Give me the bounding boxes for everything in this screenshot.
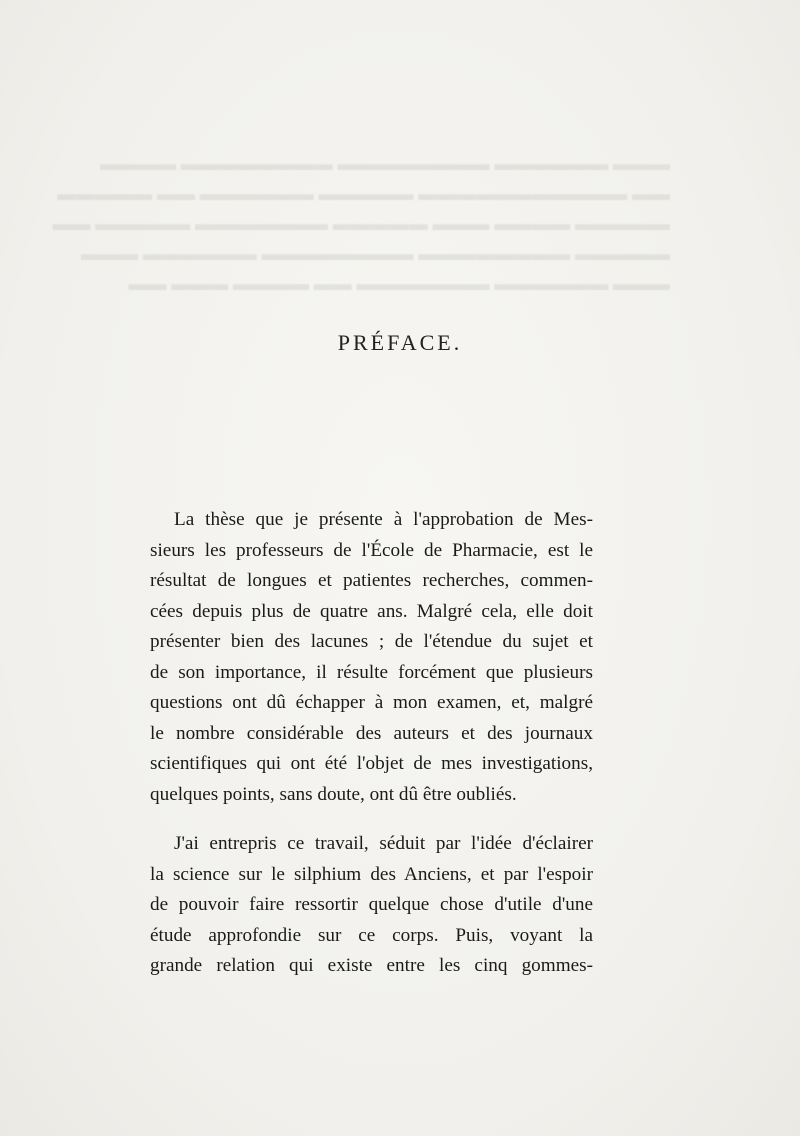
paragraph-2 (150, 829, 593, 982)
text-line: résultat de longues et patientes recherches, commen- (150, 570, 593, 591)
text-line: J'ai entrepris ce travail, séduit par l'idée d'éclairer (174, 833, 593, 854)
bleed-through-texture: ▬▬▬ ▬▬▬▬▬▬ ▬▬▬▬▬▬▬▬ ▬▬▬▬▬▬▬▬ ▬▬▬▬ ▬▬ ▬▬▬▬▬▬▬▬▬▬▬ ▬▬▬▬▬ ▬▬▬▬▬▬ ▬▬ ▬▬▬▬▬ ▬▬▬▬▬ ▬▬▬▬ ▬▬▬ ▬▬▬▬▬ ▬▬▬▬▬▬▬ ▬▬▬▬▬ ▬▬ ▬▬▬▬▬ ▬▬▬▬▬▬▬▬ ▬▬▬▬▬▬▬▬ ▬▬▬▬▬▬ ▬▬▬ ▬▬▬ ▬▬▬▬▬▬ ▬▬▬▬▬▬▬ ▬▬ ▬▬▬▬ ▬▬▬ ▬▬ (52, 154, 670, 295)
preface-body (150, 505, 593, 1001)
text-line: sieurs les professeurs de l'École de Pharmacie, est le (150, 539, 593, 561)
text-line: grande relation qui existe entre les cinq gommes- (150, 955, 593, 976)
paragraph-1 (150, 505, 593, 810)
text-line: le nombre considérable des auteurs et des journaux (150, 722, 593, 744)
text-line: scientifiques qui ont été l'objet de mes investigations, (150, 753, 593, 774)
text-line: cées depuis plus de quatre ans. Malgré cela, elle doit (150, 600, 593, 622)
text-line: de son importance, il résulte forcément que plusieurs (150, 661, 593, 683)
text-line: de pouvoir faire ressortir quelque chose d'utile d'une (150, 894, 593, 915)
text-line: étude approfondie sur ce corps. Puis, voyant la (150, 924, 593, 946)
text-line: quelques points, sans doute, ont dû être oubliés. (150, 783, 517, 805)
text-line: la science sur le silphium des Anciens, et par l'espoir (150, 863, 593, 885)
text-line: présenter bien des lacunes ; de l'étendue du sujet et (150, 631, 593, 652)
text-line: questions ont dû échapper à mon examen, et, malgré (150, 692, 593, 713)
page-title: PRÉFACE. (337, 330, 463, 355)
text-line: La thèse que je présente à l'approbation de Mes- (174, 509, 593, 530)
